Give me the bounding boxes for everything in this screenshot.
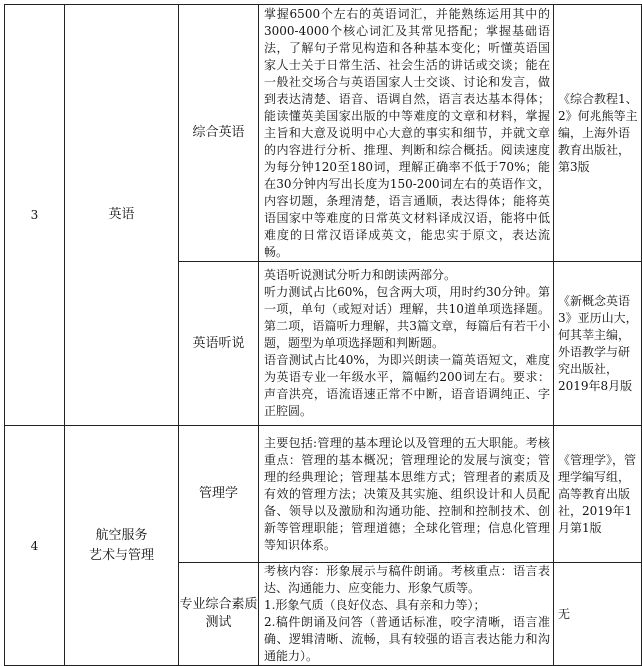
requirements-paragraph: 语音测试占比40%，为即兴朗读一篇英语短文，难度为英语专业一年级水平，篇幅约200词左右。要求：声音洪亮，语流语速正常不中断，语音语调纯正、字正腔圆。 xyxy=(264,353,550,418)
subject-name-cell: 综合英语 xyxy=(179,5,259,262)
major-name-line: 艺术与管理 xyxy=(88,547,154,563)
major-name-line: 航空服务 xyxy=(95,527,148,543)
requirements-paragraph: 听力测试占比60%，包含两大项，用时约30分钟。第一项，单句（或短对话）理解，共10道单项选择题。第二项，语篇听力理解，共3篇文章，每篇后有若干小题，题型为单项选择题和判断题。 xyxy=(264,285,550,350)
requirements-paragraph: 英语听说测试分听力和朗读两部分。 xyxy=(264,268,457,282)
exam-requirements-cell xyxy=(259,262,554,426)
requirements-paragraph: 2.稿件朗诵及问答（普通话标准，咬字清晰，语言准确、逻辑清晰、流畅，具有较强的语言表达能力和沟通能力）。 xyxy=(264,615,550,663)
subject-name-cell: 专业综合素质测试 xyxy=(179,563,259,666)
table-row xyxy=(5,426,642,563)
requirements-paragraph: 掌握6500个左右的英语词汇，并能熟练运用其中的3000-4000个核心词汇及其常见搭配；掌握基础语法，了解句子常见构造和各种基本变化；听懂英语国家人士关于日常生活、社会生活的讲话或交谈；能在一般社交场合与英语国家人士交谈、讨论和发言，做到表达清楚、语音、语调自然，语言表达基本得体；能读懂英美国家出版的中等难度的文章和材料，掌握主旨和大意及说明中心大意的事实和细节，并就文章的内容进行分析、推理、判断和综合概括。阅读速度为每分钟120至180词，理解正确率不低于70%；能在30分钟内写出长度为150-200词左右的英语作文，内容切题，条理清楚，语言通顺，表达得体；能将英语国家中等难度的日常英文材料译成汉语，能将中低难度的日常汉语译成英文，能忠实于原文，表达流畅。 xyxy=(264,6,550,259)
reference-textbook-cell: 《管理学》，管理学编写组，高等教育出版社，2019年1月第1版 xyxy=(554,426,642,563)
exam-requirements-cell xyxy=(259,563,554,666)
major-name-line: 英语 xyxy=(108,207,135,222)
requirements-paragraph: 考核内容：形象展示与稿件朗诵。考核重点：语言表达、沟通能力、应变能力、形象气质等。 xyxy=(264,564,550,595)
admission-subjects-table xyxy=(4,4,642,666)
exam-requirements-cell xyxy=(259,426,554,563)
reference-textbook-cell: 《新概念英语3》亚历山大，何其莘主编，外语教学与研究出版社，2019年8月版 xyxy=(554,262,642,426)
subject-name-cell: 英语听说 xyxy=(179,262,259,426)
reference-textbook-cell: 《综合教程1、2》何兆熊等主编，上海外语教育出版社，第3版 xyxy=(554,5,642,262)
exam-requirements-cell xyxy=(259,5,554,262)
reference-textbook-cell: 无 xyxy=(554,563,642,666)
row-number-cell: 4 xyxy=(5,426,65,666)
subject-name-cell: 管理学 xyxy=(179,426,259,563)
major-name-cell xyxy=(65,5,179,426)
row-number-cell: 3 xyxy=(5,5,65,426)
major-name-cell xyxy=(65,426,179,666)
requirements-paragraph: 1.形象气质（良好仪态、具有亲和力等）； xyxy=(264,598,486,612)
table-row xyxy=(5,5,642,262)
requirements-paragraph: 主要包括:管理的基本理论以及管理的五大职能。考核重点：管理的基本概况；管理理论的发展与演变；管理的经典理论；管理基本思维方式；管理者的素质及有效的管理方法；决策及其实施、组织设计和人员配备、领导以及激励和沟通功能、控制和控制技术、创新等管理职能；管理道德；全球化管理；信息化管理等知识体系。 xyxy=(264,435,550,552)
